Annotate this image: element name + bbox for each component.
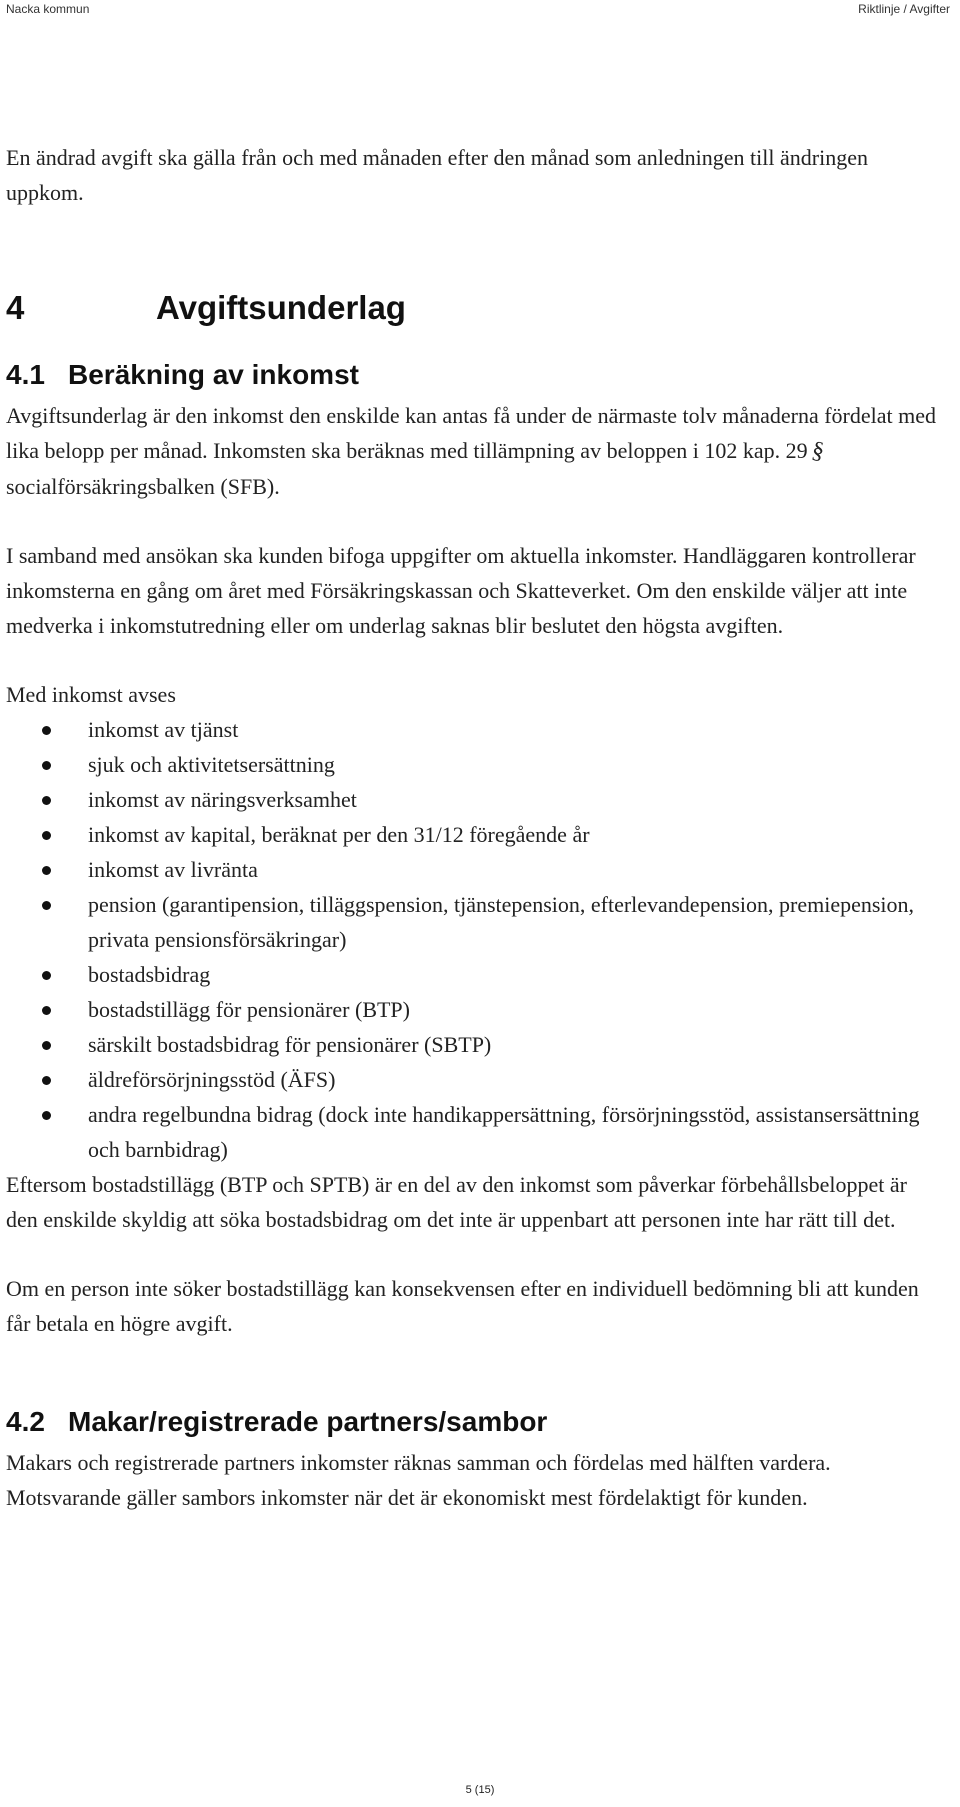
section-4-1-paragraph-1 [6,398,936,504]
list-item [6,1027,936,1062]
list-item [6,1062,936,1097]
list-item [6,957,936,992]
list-item-text: inkomst av näringsverksamhet [88,787,357,812]
list-item [6,782,936,817]
bullet-icon [42,1006,51,1015]
list-item-text: sjuk och aktivitetsersättning [88,752,335,777]
bullet-icon [42,866,51,875]
section-4-heading [6,288,936,328]
list-item-text: inkomst av kapital, beräknat per den 31/12 föregående år [88,822,590,847]
list-item [6,887,936,957]
list-item-text: bostadstillägg för pensionärer (BTP) [88,997,410,1022]
list-item [6,992,936,1027]
section-4-2-number: 4.2 [6,1406,45,1437]
list-item [6,712,936,747]
section-4-2-heading [6,1403,936,1441]
bullet-icon [42,796,51,805]
intro-paragraph: En ändrad avgift ska gälla från och med månaden efter den månad som anledningen till ändringen uppkom. [6,145,868,205]
section-4-2-heading-wrap [6,1403,936,1441]
section-sign: § [809,437,827,465]
bullet-icon [42,831,51,840]
bullet-icon [42,1076,51,1085]
header-document-title: Riktlinje / Avgifter [858,2,950,16]
paragraph-1-text-a: Avgiftsunderlag är den inkomst den enskilde kan antas få under de närmaste tolv månaderna fördelat med lika belopp per månad. Inkomsten ska beräknas med tillämpning av beloppen i 102 kap. 29 [6,403,936,463]
section-4-1-number: 4.1 [6,359,45,390]
bullet-icon [42,726,51,735]
document-body [6,140,936,1515]
section-4-1-paragraph-2: I samband med ansökan ska kunden bifoga uppgifter om aktuella inkomster. Handläggaren kontrollerar inkomsterna en gång om året med Försäkringskassan och Skatteverket. Om den enskilde väljer att inte medverka i inkomstutredning eller om underlag saknas blir beslutet den högsta avgiften. [6,543,916,638]
section-4-1-heading-wrap [6,356,936,394]
section-4-2-title: Makar/registrerade partners/sambor [68,1406,548,1437]
section-4-1-paragraph-3: Eftersom bostadstillägg (BTP och SPTB) är en del av den inkomst som påverkar förbehållsbeloppet är den enskilde skyldig att söka bostadsbidrag om det inte är uppenbart att personen inte har rätt till det. [6,1172,907,1232]
list-item [6,852,936,887]
section-4-2-paragraph-1: Makars och registrerade partners inkomster räknas samman och fördelas med hälften vardera. Motsvarande gäller sambors inkomster när det är ekonomiskt mest fördelaktigt för kunden. [6,1450,831,1510]
page-header [0,0,960,20]
list-item [6,1097,936,1167]
list-item-text: bostadsbidrag [88,962,211,987]
list-item-text: pension (garantipension, tilläggspension, tjänstepension, efterlevandepension, premiepension, privata pensionsförsäkringar) [88,892,915,952]
header-organization: Nacka kommun [6,2,90,16]
income-list-intro: Med inkomst avses [6,682,176,707]
list-item-text: andra regelbundna bidrag (dock inte handikappersättning, försörjningsstöd, assistansersättning och barnbidrag) [88,1102,920,1162]
section-4-title: Avgiftsunderlag [156,289,406,326]
bullet-icon [42,1111,51,1120]
list-item-text: äldreförsörjningsstöd (ÄFS) [88,1067,336,1092]
section-4-heading-wrap [6,288,936,328]
list-item [6,817,936,852]
section-4-1-title: Beräkning av inkomst [68,359,359,390]
paragraph-1-text-b: socialförsäkringsbalken (SFB). [6,474,280,499]
bullet-icon [42,1041,51,1050]
list-item-text: särskilt bostadsbidrag för pensionärer (SBTP) [88,1032,492,1057]
bullet-icon [42,901,51,910]
list-item-text: inkomst av tjänst [88,717,239,742]
bullet-icon [42,971,51,980]
list-item [6,747,936,782]
section-4-1-paragraph-4: Om en person inte söker bostadstillägg kan konsekvensen efter en individuell bedömning bli att kunden får betala en högre avgift. [6,1276,919,1336]
list-item-text: inkomst av livränta [88,857,258,882]
section-4-number: 4 [6,289,25,326]
income-list [6,712,936,1167]
page-number: 5 (15) [465,1784,495,1796]
section-4-1-heading [6,356,936,394]
bullet-icon [42,761,51,770]
